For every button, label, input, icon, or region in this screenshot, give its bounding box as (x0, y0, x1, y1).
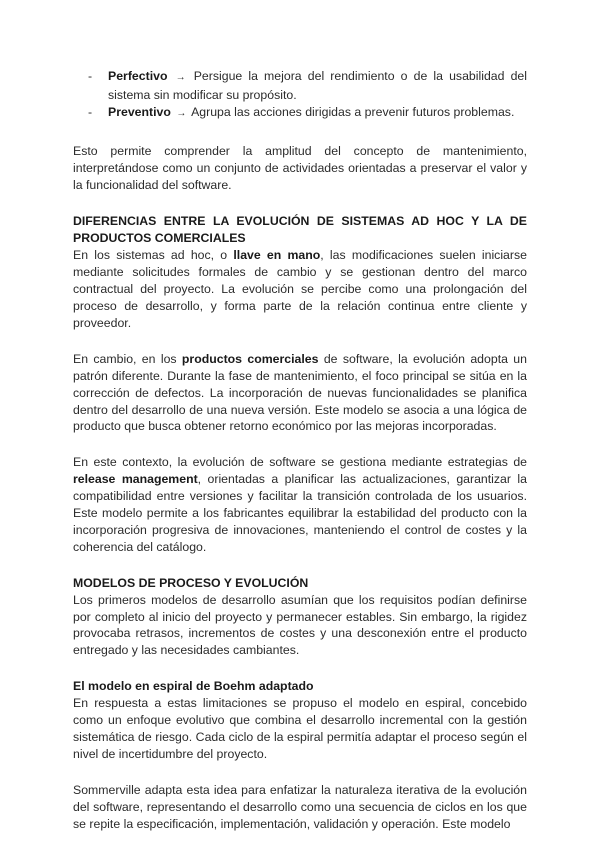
arrow-icon: → (176, 107, 187, 119)
subsection-heading-spiral: El modelo en espiral de Boehm adaptado (73, 679, 314, 694)
paragraph-text: En cambio, en los (73, 351, 182, 366)
list-item (73, 104, 527, 123)
bullet-dash: - (88, 104, 93, 119)
paragraph-commercial (73, 351, 527, 436)
paragraph-ad-hoc (73, 247, 527, 332)
paragraph-text: de software, la evolución adopta un patrón diferente. Durante la fase de mantenimiento, el foco principal se sitúa en la corrección de defectos. La incorporación de nuevas funcionalidades se planifica dentro del desarrollo de una nueva versión. Este modelo se asocia a una lógica de producto que busca obtener retorno económico por las mejoras incorporadas. (73, 351, 527, 434)
paragraph-sommerville: Sommerville adapta esta idea para enfatizar la naturaleza iterativa de la evolución del software, representando el desarrollo como una secuencia de ciclos en los que se repite la especificación, implementación, validación y operación. Este modelo (73, 782, 527, 831)
bullet-term: Preventivo (108, 104, 171, 119)
intro-paragraph: Esto permite comprender la amplitud del concepto de mantenimiento, interpretándose como un conjunto de actividades orientadas a preservar el valor y la funcionalidad del software. (73, 143, 527, 192)
paragraph-text: , orientadas a planificar las actualizaciones, garantizar la compatibilidad entre versiones y facilitar la transición controlada de los usuarios. Este modelo permite a los fabricantes equilibrar la estabilidad del producto con la incorporación progresiva de innovaciones, manteniendo el control de costes y la coherencia del catálogo. (73, 472, 527, 554)
paragraph-spiral: En respuesta a estas limitaciones se propuso el modelo en espiral, concebido como un enfoque evolutivo que combina el desarrollo incremental con la gestión sistemática de riesgo. Cada ciclo de la espiral permitía adaptar el proceso según el nivel de incertidumbre del proyecto. (73, 696, 527, 761)
paragraph-text: En los sistemas ad hoc, o (73, 248, 234, 263)
section-heading-differences: DIFERENCIAS ENTRE LA EVOLUCIÓN DE SISTEMAS AD HOC Y LA DE PRODUCTOS COMERCIALES (73, 214, 527, 246)
bold-term: llave en mano (233, 248, 321, 263)
bullet-term: Perfectivo (108, 69, 168, 83)
section-heading-process-models: MODELOS DE PROCESO Y EVOLUCIÓN (73, 575, 309, 590)
bold-term: release management (73, 472, 198, 487)
paragraph-release-management (73, 454, 527, 555)
arrow-icon: → (175, 72, 186, 83)
list-item (73, 68, 527, 104)
paragraph-early-models: Los primeros modelos de desarrollo asumían que los requisitos podían definirse por completo al inicio del proyecto y permanecer estables. Sin embargo, la rigidez provocaba retrasos, incrementos de costes y una desconexión entre el producto entregado y las necesidades cambiantes. (73, 592, 527, 658)
bullet-text: Persigue la mejora del rendimiento o de la usabilidad del sistema sin modificar su propósito. (108, 69, 527, 102)
paragraph-text: , las modificaciones suelen iniciarse mediante solicitudes formales de cambio y se gestionan dentro del marco contractual del proyecto. La evolución se percibe como una prolongación del proceso de desarrollo, y forma parte de la relación continua entre cliente y proveedor. (73, 248, 527, 330)
paragraph-text: En este contexto, la evolución de software se gestiona mediante estrategias de (73, 455, 527, 470)
bullet-text: Agrupa las acciones dirigidas a prevenir futuros problemas. (191, 104, 515, 119)
bullet-dash: - (88, 69, 93, 83)
bold-term: productos comerciales (181, 351, 319, 366)
maintenance-types-list (73, 68, 527, 123)
document-page (73, 68, 527, 833)
